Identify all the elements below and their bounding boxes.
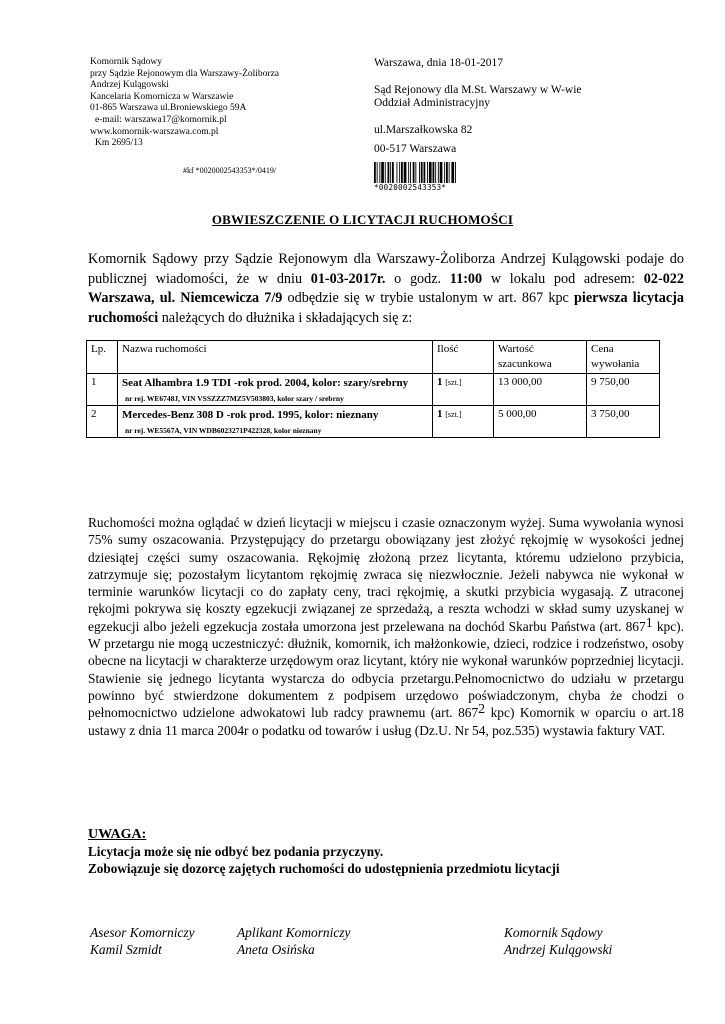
sender-email: e-mail: warszawa17@komornik.pl bbox=[95, 114, 227, 125]
notice-block bbox=[88, 826, 708, 877]
place-date: Warszawa, dnia 18-01-2017 bbox=[374, 57, 504, 69]
item-name: Mercedes-Benz 308 D -rok prod. 1995, kolor: nieznany bbox=[122, 409, 379, 421]
intro-paragraph bbox=[88, 250, 684, 328]
header-value bbox=[494, 341, 587, 374]
court-address bbox=[374, 124, 694, 157]
footnote-superscript: 1 bbox=[645, 615, 653, 631]
signature-role: Asesor Komorniczy bbox=[90, 925, 195, 940]
row-price: 3 750,00 bbox=[587, 406, 660, 438]
item-registration: nr rej. WE5567A, VIN WDB6023271P422328, kolor nieznany bbox=[125, 426, 322, 435]
terms-text: Ruchomości można oglądać w dzień licytacji w miejscu i czasie oznaczonym wyżej. Suma wywołania wynosi 75% sumy oszacowania. Przystępujący do przetargu obowiązany jest złożyć rękojmię w wysokości jednej dziesiątej części sumy oszacowania. Rękojmię złożoną przez licytanta, któremu udzielono przybicia, zatrzymuje się; pozostałym licytantom rękojmię zwraca się niezwłocznie. Jeżeli nabywca nie wykonał w terminie warunków licytacji co do zapłaty ceny, traci rękojmię, a skutki przybicia wygasają. Z utraconej rękojmi pokrywa się koszty egzekucji związanej ze sprzedażą, a reszta wchodzi w skład sumy uzyskanej w egzekucji albo jeżeli egzekucja została umorzona jest przelewana na dochód Skarbu Państwa (art. 867 bbox=[88, 515, 684, 634]
signature-bailiff bbox=[504, 924, 612, 958]
terms-paragraph bbox=[88, 514, 684, 739]
terms-text: kpc) Komornik w oparciu o art.18 ustawy z dnia 11 marca 2004r o podatku od towarów i usług (Dz.U. Nr 54, poz.535) wystawia faktury VAT. bbox=[88, 705, 684, 738]
item-registration: nr rej. WE6748J, VIN VSSZZZ7MZ5V503803, kolor szary / srebrny bbox=[125, 394, 344, 403]
sender-line: Komornik Sądowy bbox=[90, 57, 163, 67]
table-header-row bbox=[87, 341, 660, 374]
signature-name: Kamil Szmidt bbox=[90, 942, 162, 957]
auction-time: 11:00 bbox=[449, 270, 483, 287]
qty-unit: [szt.] bbox=[445, 410, 462, 419]
qty-unit: [szt.] bbox=[445, 378, 462, 387]
header-price bbox=[587, 341, 660, 374]
qty-number: 1 bbox=[437, 376, 443, 388]
item-name: Seat Alhambra 1.9 TDI -rok prod. 2004, kolor: szary/srebrny bbox=[122, 377, 409, 389]
footnote-superscript: 2 bbox=[478, 702, 486, 718]
recipient-block bbox=[374, 57, 694, 163]
notice-line: Zobowiązuje się dozorcę zajętych ruchomości do udostępnienia przedmiotu licytacji bbox=[88, 861, 560, 876]
header-qty: Ilość bbox=[433, 341, 494, 374]
header-price-line2: wywołania bbox=[591, 358, 640, 370]
signature-apprentice bbox=[237, 924, 350, 958]
signature-role: Komornik Sądowy bbox=[504, 925, 603, 940]
sender-block bbox=[90, 57, 350, 150]
row-lp: 2 bbox=[87, 406, 118, 438]
row-qty bbox=[433, 406, 494, 438]
auction-date: 01-03-2017r. bbox=[310, 270, 386, 287]
terms-text: kpc). W przetargu nie mogą uczestniczyć: dłużnik, komornik, ich małżonkowie, dzieci, rodzice i rodzeństwo, osoby obecne na licytacji w charakterze urzędowym oraz licytant, który nie wykonał warunków poprzedniej licytacji. Stawienie się jednego licytanta wystarcza do odbycia przetargu.Pełnomocnictwo do udziału w przetargu powinno być stwierdzone dokumentem z podpisem urzędowo poświadczonym, chyba że chodzi o pełnomocnictwo udzielone adwokatowi lub radcy prawnemu (art. 867 bbox=[88, 618, 684, 721]
row-value: 13 000,00 bbox=[494, 374, 587, 406]
signature-role: Aplikant Komorniczy bbox=[237, 925, 351, 940]
auction-address: 02-022 Warszawa, ul. Niemcewicza 7/9 bbox=[88, 270, 684, 306]
sender-line: Andrzej Kulągowski bbox=[90, 80, 169, 91]
reference-code: #kf *0020002543353*/0419/ bbox=[183, 166, 277, 175]
table-row bbox=[87, 374, 660, 406]
header-price-line1: Cena bbox=[591, 343, 614, 355]
header-value-line1: Wartość bbox=[498, 343, 534, 355]
barcode bbox=[374, 162, 482, 192]
row-value: 5 000,00 bbox=[494, 406, 587, 438]
signature-name: Aneta Osińska bbox=[237, 942, 315, 957]
header-value-line2: szacunkowa bbox=[498, 358, 552, 370]
intro-text: Komornik Sądowy przy Sądzie Rejonowym dla Warszawy-Żoliborza Andrzej Kulągowski podaje do publicznej wiadomości, że w dniu bbox=[88, 251, 684, 287]
intro-text: o godz. bbox=[385, 270, 450, 287]
header-name: Nazwa ruchomości bbox=[118, 341, 433, 374]
row-name-cell bbox=[118, 406, 433, 438]
header-lp: Lp. bbox=[87, 341, 118, 374]
signature-name: Andrzej Kulągowski bbox=[504, 942, 613, 957]
barcode-text: *0020002543353* bbox=[374, 183, 447, 192]
signature-assessor bbox=[90, 924, 195, 958]
court-postal: 00-517 Warszawa bbox=[374, 143, 457, 155]
qty-number: 1 bbox=[437, 408, 443, 420]
auction-type: pierwsza licytacja ruchomości bbox=[88, 290, 684, 326]
court-department: Oddział Administracyjny bbox=[374, 97, 490, 109]
document-title: OBWIESZCZENIE O LICYTACJI RUCHOMOŚCI bbox=[211, 212, 514, 227]
table-row bbox=[87, 406, 660, 438]
court-name: Sąd Rejonowy dla M.St. Warszawy w W-wie bbox=[374, 83, 582, 96]
sender-line: 01-865 Warszawa ul.Broniewskiego 59A bbox=[90, 103, 247, 114]
row-qty bbox=[433, 374, 494, 406]
row-price: 9 750,00 bbox=[587, 374, 660, 406]
notice-heading: UWAGA: bbox=[88, 827, 147, 842]
sender-line: Kancelaria Komornicza w Warszawie bbox=[90, 91, 234, 102]
notice-line: Licytacja może się nie odbyć bez podania przyczyny. bbox=[88, 844, 384, 859]
intro-text: w lokalu pod adresem: bbox=[482, 270, 644, 287]
sender-website: www.komornik-warszawa.com.pl bbox=[90, 126, 219, 137]
row-lp: 1 bbox=[87, 374, 118, 406]
court-street: ul.Marszałkowska 82 bbox=[374, 123, 473, 136]
sender-line: przy Sądzie Rejonowym dla Warszawy-Żoliborza bbox=[90, 68, 279, 79]
barcode-bars bbox=[374, 162, 482, 183]
case-number: Km 2695/13 bbox=[95, 138, 143, 149]
intro-text: należących do dłużnika i składających się z: bbox=[158, 309, 413, 326]
intro-text: odbędzie się w trybie ustalonym w art. 867 kpc bbox=[282, 290, 575, 306]
row-name-cell bbox=[118, 374, 433, 406]
items-table bbox=[86, 340, 660, 438]
